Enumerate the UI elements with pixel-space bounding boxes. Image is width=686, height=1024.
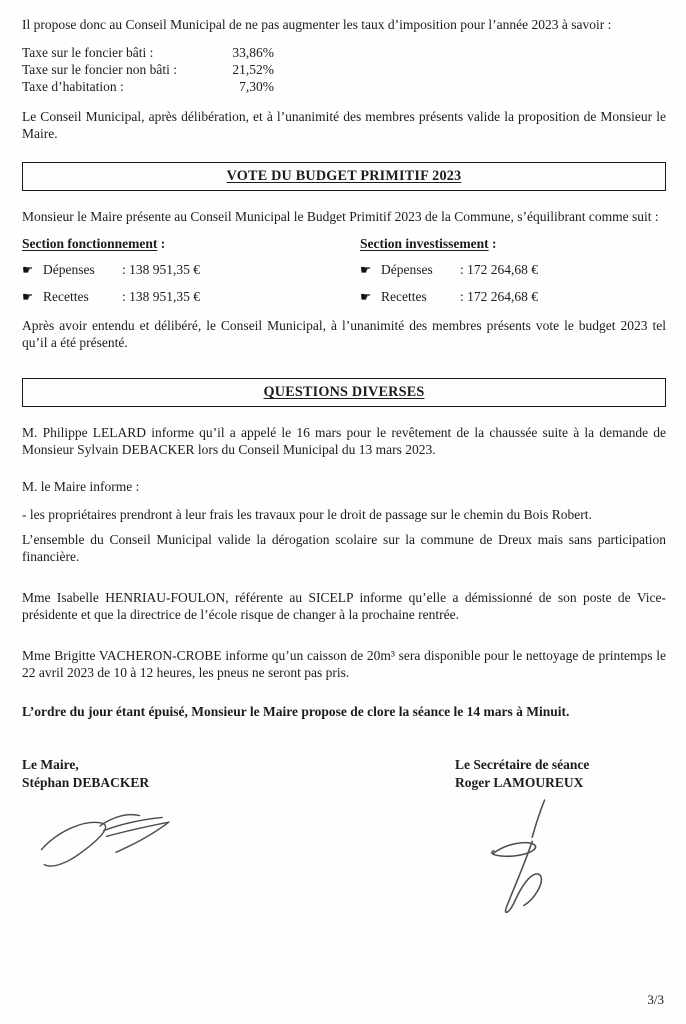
budget-row [22,261,360,278]
signature-block-secretary [455,756,666,922]
budget-row-value: : 172 264,68 € [460,289,539,304]
tax-row [22,78,666,95]
budget-section-title: VOTE DU BUDGET PRIMITIF 2023 [226,168,462,184]
questions-section-title: QUESTIONS DIVERSES [263,384,425,400]
pointing-hand-icon: ☛ [22,289,34,304]
budget-row-label: Recettes [381,289,427,304]
budget-intro-paragraph: Monsieur le Maire présente au Conseil Municipal le Budget Primitif 2023 de la Commune, s’équilibrant comme suit : [22,209,659,224]
questions-section-header [22,378,666,407]
mayor-signature-icon [32,808,455,874]
budget-row-label: Recettes [43,289,89,304]
questions-paragraph: Mme Isabelle HENRIAU-FOULON, référente au SICELP informe qu’elle a démissionné de son poste de Vice-présidente et que la directrice de l’école risque de changer à la prochaine rentrée. [22,590,666,622]
tax-value: 7,30% [239,79,274,94]
questions-paragraph: Mme Brigitte VACHERON-CROBE informe qu’un caisson de 20m³ sera disponible pour le nettoyage de printemps le 22 avril 2023 de 10 à 12 heures, les pneus ne seront pas pris. [22,648,666,680]
column-heading-colon: : [157,236,166,251]
pointing-hand-icon: ☛ [360,262,372,277]
tax-label: Taxe sur le foncier non bâti : [22,62,177,77]
secretary-signature-icon [479,798,666,922]
signature-row [22,756,666,922]
budget-conclusion-paragraph: Après avoir entendu et délibéré, le Conseil Municipal, à l’unanimité des membres présents vote le budget 2023 tel qu’il a été présenté. [22,318,666,350]
closing-statement: L’ordre du jour étant épuisé, Monsieur le Maire propose de clore la séance le 14 mars à Minuit. [22,704,570,719]
tax-rates-list [22,44,666,95]
questions-paragraph: M. le Maire informe : [22,479,140,494]
signature-block-mayor [22,756,455,922]
budget-row-value: : 172 264,68 € [460,262,539,277]
column-heading-text: Section fonctionnement [22,236,158,251]
budget-column-investissement [360,235,666,315]
tax-value: 21,52% [232,62,274,77]
budget-row-label: Dépenses [381,262,433,277]
tax-label: Taxe d’habitation : [22,79,124,94]
budget-row-value: : 138 951,35 € [122,262,201,277]
column-heading [360,235,666,252]
budget-row [360,288,666,305]
budget-row [360,261,666,278]
pointing-hand-icon: ☛ [360,289,372,304]
column-heading-colon: : [488,236,497,251]
tax-label: Taxe sur le foncier bâti : [22,45,154,60]
pointing-hand-icon: ☛ [22,262,34,277]
budget-section-header [22,162,666,191]
tax-row [22,44,666,61]
signer-name: Roger LAMOUREUX [455,775,584,790]
tax-row [22,61,666,78]
signer-role: Le Secrétaire de séance [455,757,590,772]
signer-name: Stéphan DEBACKER [22,775,150,790]
validation-paragraph: Le Conseil Municipal, après délibération, et à l’unanimité des membres présents valide la proposition de Monsieur le Maire. [22,109,666,141]
tax-value: 33,86% [232,45,274,60]
column-heading [22,235,360,252]
budget-row [22,288,360,305]
column-heading-text: Section investissement [360,236,489,251]
page-number: 3/3 [647,992,664,1007]
budget-row-label: Dépenses [43,262,95,277]
questions-paragraph: M. Philippe LELARD informe qu’il a appelé le 16 mars pour le revêtement de la chaussée suite à la demande de Monsieur Sylvain DEBACKER lors du Conseil Municipal du 13 mars 2023. [22,425,666,457]
signer-role: Le Maire, [22,757,79,772]
budget-column-fonctionnement [22,235,360,315]
budget-row-value: : 138 951,35 € [122,289,201,304]
intro-paragraph: Il propose donc au Conseil Municipal de ne pas augmenter les taux d’imposition pour l’année 2023 à savoir : [22,17,612,32]
budget-columns [22,235,666,315]
questions-paragraph: L’ensemble du Conseil Municipal valide la dérogation scolaire sur la commune de Dreux mais sans participation financière. [22,532,666,564]
questions-paragraph: - les propriétaires prendront à leur frais les travaux pour le droit de passage sur le chemin du Bois Robert. [22,507,592,522]
